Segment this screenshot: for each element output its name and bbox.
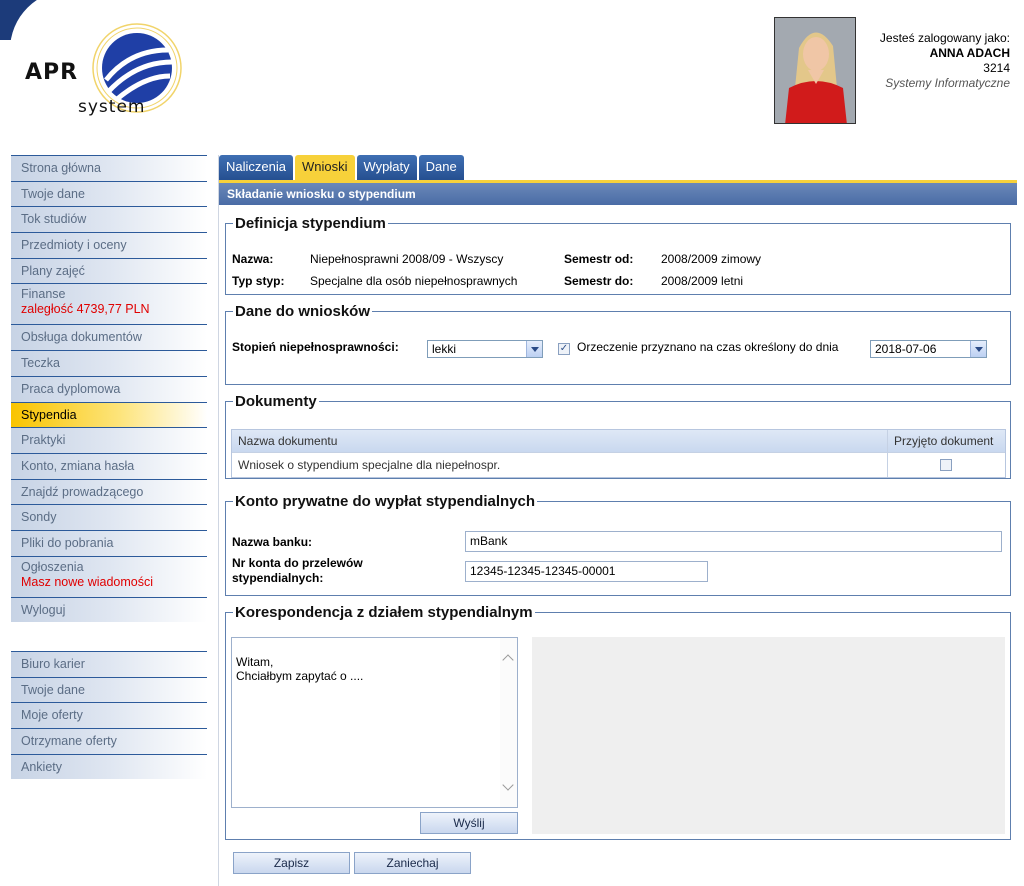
sidebar-item-internships[interactable] — [11, 427, 207, 453]
sidebar-item-announcements[interactable] — [11, 556, 207, 597]
sidebar-item-label: Finanse — [21, 287, 66, 302]
semester-from-label: Semestr od: — [564, 252, 634, 266]
name-label: Nazwa: — [232, 252, 274, 266]
document-accepted-checkbox[interactable] — [940, 459, 952, 471]
sidebar-item-study-course[interactable] — [11, 206, 207, 232]
correspondence-section — [225, 604, 1011, 840]
sidebar-item-label: Otrzymane oferty — [21, 734, 117, 749]
documents-table — [231, 429, 1006, 478]
tab-bar — [219, 155, 466, 181]
chevron-down-icon[interactable] — [526, 341, 542, 357]
documents-section — [225, 393, 1011, 479]
column-header-name: Nazwa dokumentu — [232, 430, 888, 452]
sidebar-item-label: Praca dyplomowa — [21, 381, 121, 396]
sidebar-item-logout[interactable] — [11, 597, 207, 623]
sidebar-item-label: Teczka — [21, 356, 60, 371]
sidebar-item-label: Sondy — [21, 510, 57, 525]
sidebar-item-label: Ankiety — [21, 759, 62, 774]
sidebar-item-career-your-data[interactable] — [11, 677, 207, 703]
sidebar-item-subjects-grades[interactable] — [11, 232, 207, 258]
message-textarea[interactable] — [231, 637, 518, 808]
bank-account-section — [225, 493, 1011, 596]
sidebar-career-menu — [11, 651, 207, 779]
sidebar-item-account-password[interactable] — [11, 453, 207, 479]
sidebar-item-your-data[interactable] — [11, 181, 207, 207]
checkbox-label: Orzeczenie przyznano na czas określony do dnia — [577, 340, 839, 354]
accepted-cell — [888, 453, 1005, 477]
column-header-accepted: Przyjęto dokument — [894, 434, 994, 448]
sidebar-item-label: Biuro karier — [21, 657, 85, 671]
semester-to-value: 2008/2009 letni — [661, 274, 744, 288]
sidebar-item-label: Wyloguj — [21, 602, 66, 617]
sidebar-item-label: Moje oferty — [21, 708, 83, 723]
document-name: Wniosek o stypendium specjalne dla niepełnospr. — [232, 453, 888, 477]
sidebar-item-label: Tok studiów — [21, 212, 87, 227]
chevron-down-icon[interactable] — [970, 341, 986, 357]
section-title: Definicja stypendium — [235, 215, 386, 232]
sidebar-item-career-office[interactable] — [11, 651, 207, 677]
section-title: Dane do wniosków — [235, 303, 371, 320]
sidebar-item-label: Przedmioty i oceny — [21, 238, 127, 253]
user-id: 3214 — [983, 61, 1010, 75]
user-name: ANNA ADACH — [929, 46, 1010, 60]
sidebar-item-label: Praktyki — [21, 433, 66, 448]
select-value: 2018-07-06 — [875, 342, 937, 356]
date-select[interactable] — [870, 340, 987, 358]
sidebar-item-finance[interactable] — [11, 283, 207, 324]
message-text: Witam, Chciałbym zapytać o .... — [236, 655, 364, 683]
sidebar-item-find-lecturer[interactable] — [11, 479, 207, 505]
tab-charges[interactable]: Naliczenia — [219, 155, 293, 181]
definite-period-checkbox[interactable]: ✓ — [559, 343, 569, 354]
bank-name-label: Nazwa banku: — [232, 535, 313, 549]
apr-system-logo — [20, 20, 190, 120]
user-info — [880, 31, 1010, 91]
save-button[interactable]: Zapisz — [233, 852, 350, 874]
select-value: lekki — [432, 342, 457, 356]
sidebar-item-label: Strona główna — [21, 161, 101, 175]
disability-degree-select[interactable] — [427, 340, 543, 358]
scroll-down-icon[interactable] — [502, 779, 513, 790]
table-row — [232, 452, 1005, 477]
table-header — [232, 430, 1005, 452]
user-avatar — [774, 17, 856, 124]
sidebar-item-label: Plany zajęć — [21, 263, 85, 278]
disability-degree-label: Stopień niepełnosprawności: — [232, 340, 399, 354]
tab-applications[interactable]: Wnioski — [295, 155, 355, 181]
sidebar-item-folder[interactable] — [11, 350, 207, 376]
sidebar-item-scholarships[interactable] — [11, 402, 207, 428]
tab-data[interactable]: Dane — [419, 155, 464, 181]
type-label: Typ styp: — [232, 274, 285, 288]
account-number-label: Nr konta do przelewów stypendialnych: — [232, 556, 363, 585]
sidebar-item-label: Pliki do pobrania — [21, 535, 114, 550]
scholarship-definition-section — [225, 215, 1011, 295]
logged-as-label: Jesteś zalogowany jako: — [879, 31, 1010, 45]
sidebar-item-label: Twoje dane — [21, 186, 85, 201]
user-organization: Systemy Informatyczne — [885, 76, 1010, 90]
sidebar-item-questionnaires[interactable] — [11, 754, 207, 780]
sidebar-item-home[interactable] — [11, 155, 207, 181]
type-value: Specjalne dla osób niepełnosprawnych — [310, 274, 518, 288]
bank-name-input[interactable]: mBank — [465, 531, 1002, 552]
section-title: Konto prywatne do wypłat stypendialnych — [235, 493, 536, 510]
sidebar-item-label: Konto, zmiana hasła — [21, 458, 135, 473]
sidebar-item-thesis[interactable] — [11, 376, 207, 402]
application-data-section — [225, 303, 1011, 385]
main-content — [218, 155, 1016, 886]
sidebar-item-label: Obsługa dokumentów — [21, 330, 142, 345]
name-value: Niepełnosprawni 2008/09 - Wszyscy — [310, 252, 504, 266]
finance-debt-notice: zaległość 4739,77 PLN — [21, 302, 150, 317]
sidebar-main-menu — [11, 155, 207, 622]
section-title: Dokumenty — [235, 393, 317, 410]
semester-to-label: Semestr do: — [564, 274, 634, 288]
send-button[interactable]: Wyślij — [420, 812, 518, 834]
sidebar-item-label: Twoje dane — [21, 682, 85, 697]
sidebar-item-received-offers[interactable] — [11, 728, 207, 754]
sidebar-item-documents[interactable] — [11, 324, 207, 350]
tab-payouts[interactable]: Wypłaty — [357, 155, 417, 181]
textarea-scrollbar[interactable] — [500, 638, 517, 807]
section-title: Korespondencja z działem stypendialnym — [235, 604, 533, 621]
semester-from-value: 2008/2009 zimowy — [661, 252, 762, 266]
message-history-panel — [532, 637, 1005, 834]
sidebar-item-schedules[interactable] — [11, 258, 207, 284]
sidebar-item-label: Ogłoszenia — [21, 559, 84, 574]
cancel-button[interactable]: Zaniechaj — [354, 852, 471, 874]
logo-text-apr: APR — [25, 60, 79, 85]
scroll-up-icon[interactable] — [502, 654, 513, 665]
sidebar-item-downloads[interactable] — [11, 530, 207, 556]
sidebar-item-my-offers[interactable] — [11, 702, 207, 728]
page-title: Składanie wniosku o stypendium — [219, 183, 1017, 205]
sidebar-item-surveys[interactable] — [11, 504, 207, 530]
sidebar-item-label: Stypendia — [21, 407, 77, 422]
new-messages-notice: Masz nowe wiadomości — [21, 574, 153, 589]
account-number-input[interactable]: 12345-12345-12345-00001 — [465, 561, 708, 582]
sidebar-item-label: Znajdź prowadzącego — [21, 484, 144, 499]
logo-text-system: system — [78, 97, 146, 117]
